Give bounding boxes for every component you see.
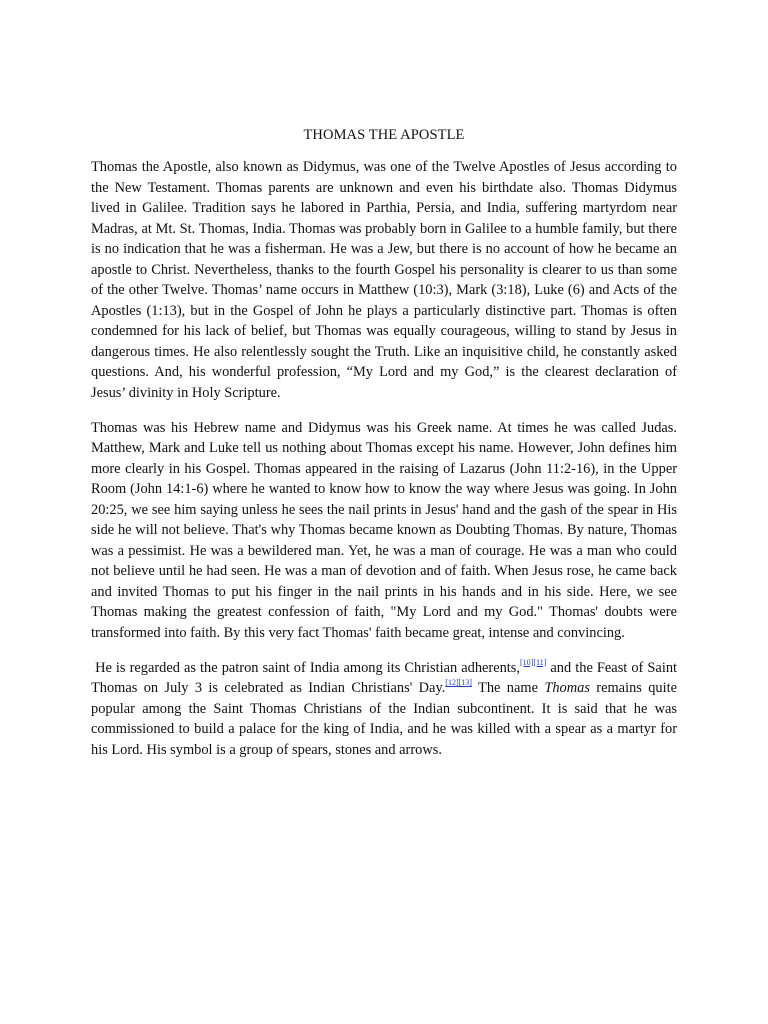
- paragraph-names: Thomas was his Hebrew name and Didymus was his Greek name. At times he was called Judas. Matthew, Mark and Luke tell us nothing about Thomas except his name. However, John defines him more clearly in his Gospel. Thomas appeared in the raising of Lazarus (John 11:2-16), in the Upper Room (John 14:1-6) where he wanted to know how to know the way where Jesus was going. In John 20:25, we see him saying unless he sees the nail prints in Jesus' hand and the gash of the spear in His side he will not believe. That's why Thomas became known as Doubting Thomas. By nature, Thomas was a pessimist. He was a bewildered man. Yet, he was a man of courage. He was a man who could not believe until he had seen. He was a man of devotion and of faith. When Jesus rose, he came back and invited Thomas to put his finger in the nail prints in his hands and in his side. Here, we see Thomas making the greatest confession of faith, "My Lord and my God." Thomas' doubts were transformed into faith. By this very fact Thomas' faith became great, intense and convincing.: [91, 419, 677, 641]
- paragraph-text: and the Feast of Saint Thomas on July 3 is celebrated as Indian Christians' Day.: [91, 659, 678, 696]
- paragraph-text: He is regarded as the patron saint of India among its Christian adherents,: [91, 659, 520, 676]
- citation-link-13[interactable]: [13]: [458, 678, 472, 687]
- citation-link-12[interactable]: [12]: [445, 678, 459, 687]
- paragraph-text: The name: [471, 680, 545, 696]
- italic-name: Thomas: [544, 680, 590, 696]
- document-title: THOMAS THE APOSTLE: [303, 127, 465, 143]
- document-page: [91, 125, 677, 775]
- citation-link-10[interactable]: [10]: [519, 657, 534, 667]
- paragraph-patron-saint: [91, 658, 677, 761]
- paragraph-intro: Thomas the Apostle, also known as Didymus, was one of the Twelve Apostles of Jesus according to the New Testament. Thomas parents are unknown and even his birthdate also. Thomas Didymus lived in Galilee. Tradition says he labored in Parthia, Persia, and India, suffering martyrdom near Madras, at Mt. St. Thomas, India. Thomas was probably born in Galilee to a humble family, but there is no indication that he was a fisherman. He was a Jew, but there is no account of how he became an apostle to Christ. Nevertheless, thanks to the fourth Gospel his personality is clearer to us than some of the other Twelve. Thomas’ name occurs in Matthew (10:3), Mark (3:18), Luke (6) and Acts of the Apostles (1:13), but in the Gospel of John he plays a particularly distinctive part. Thomas is often condemned for his lack of belief, but Thomas was equally courageous, willing to stand by Jesus in dangerous times. He also relentlessly sought the Truth. Like an inquisitive child, he constantly asked questions. And, his wonderful profession, “My Lord and my God,” is the clearest declaration of Jesus’ divinity in Holy Scripture.: [91, 159, 677, 401]
- paragraph-text: remains quite popular among the Saint Thomas Christians of the Indian subcontinent. It is said that he was commissioned to build a palace for the king of India, and he was killed with a spear as a martyr for his Lord. His symbol is a group of spears, stones and arrows.: [91, 680, 677, 758]
- citation-link-11[interactable]: [11]: [533, 657, 547, 667]
